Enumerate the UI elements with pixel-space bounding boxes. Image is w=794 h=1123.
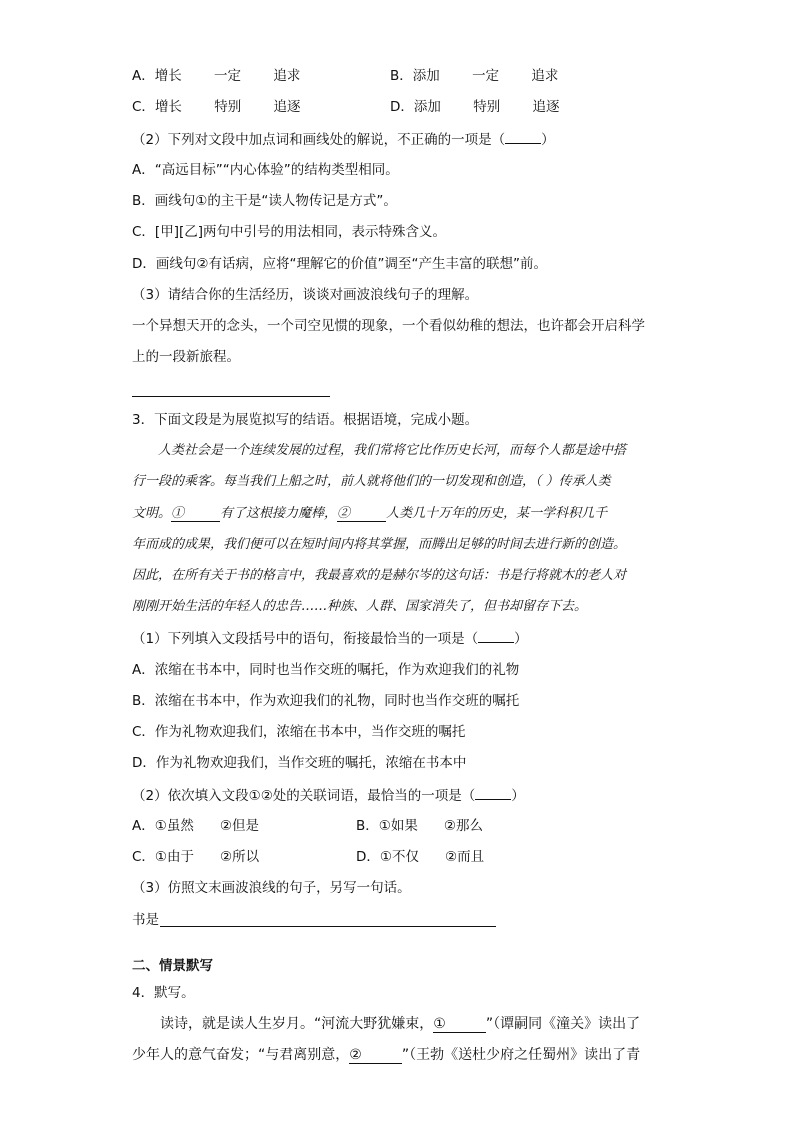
blank-2[interactable]: ② <box>349 1047 402 1064</box>
q2-sub2-stem: （2）下列对文段中加点词和画线处的解说，不正确的一项是（ ） <box>132 129 555 150</box>
q3-sub1-stem: （1）下列填入文段括号中的语句，衔接最恰当的一项是（ ） <box>132 628 528 649</box>
q3-sub1-option-c: C．作为礼物欢迎我们，浓缩在书本中，当作交班的嘱托 <box>132 724 466 740</box>
q3-passage-line2: 行一段的乘客。每当我们上船之时，前人就将他们的一切发现和创造，（ ）传承人类 <box>132 474 611 489</box>
q3-passage-line1: 人类社会是一个连续发展的过程，我们常将它比作历史长河，而每个人都是途中搭 <box>158 443 627 458</box>
q2-sub3-quote-line1: 一个异想天开的念头，一个司空见惯的现象，一个看似幼稚的想法，也许都会开启科学 <box>132 318 645 334</box>
q3-stem: 3．下面文段是为展览拟写的结语。根据语境，完成小题。 <box>132 412 479 428</box>
q3-sub2-option-a: A．①虽然 ②但是 <box>132 818 259 834</box>
answer-blank[interactable] <box>505 129 541 144</box>
blank-1[interactable]: ① <box>171 506 220 522</box>
q4-stem: 4．默写。 <box>132 985 195 1001</box>
option-row-b: B．添加 一定 追求 <box>390 68 559 84</box>
q3-sub2-stem: （2）依次填入文段①②处的关联词语，最恰当的一项是（ ） <box>132 785 525 806</box>
q4-paragraph-line2: 少年人的意气奋发；“与君离别意，② ”（王勃《送杜少府之任蜀州》读出了青 <box>132 1047 641 1063</box>
blank-1[interactable]: ① <box>433 1016 486 1033</box>
q2-sub2-option-a: A．“高远目标”“内心体验”的结构类型相同。 <box>132 162 399 178</box>
q3-passage-line5: 因此，在所有关于书的格言中，我最喜欢的是赫尔岑的这句话：书是行将就木的老人对 <box>132 568 627 583</box>
q3-sub2-option-b: B．①如果 ②那么 <box>356 818 483 834</box>
q2-sub3-stem: （3）请结合你的生活经历，谈谈对画波浪线句子的理解。 <box>132 287 479 303</box>
q3-passage-line4: 年而成的成果，我们便可以在短时间内将其掌握，而腾出足够的时间去进行新的创造。 <box>132 537 627 552</box>
q2-sub3-quote-line2: 上的一段新旅程。 <box>132 349 240 365</box>
blank-2[interactable]: ② <box>337 506 386 522</box>
section-title: 二、情景默写 <box>132 958 213 974</box>
option-row-a: A．增长 一定 追求 <box>132 68 301 84</box>
q3-sub1-option-b: B．浓缩在书本中，作为欢迎我们的礼物，同时也当作交班的嘱托 <box>132 693 520 709</box>
answer-line[interactable] <box>160 926 496 927</box>
q3-passage-line6: 刚刚开始生活的年轻人的忠告……种族、人群、国家消失了，但书却留存下去。 <box>132 599 588 614</box>
answer-blank[interactable] <box>478 628 514 643</box>
option-row-d: D．添加 特别 追逐 <box>390 99 560 115</box>
q3-sub3-stem: （3）仿照文末画波浪线的句子，另写一句话。 <box>132 880 411 896</box>
q3-sub2-option-c: C．①由于 ②所以 <box>132 849 260 865</box>
q3-sub1-option-a: A．浓缩在书本中，同时也当作交班的嘱托，作为欢迎我们的礼物 <box>132 662 520 678</box>
q3-sub1-option-d: D．作为礼物欢迎我们，当作交班的嘱托，浓缩在书本中 <box>132 755 467 771</box>
answer-blank[interactable] <box>475 785 511 800</box>
q4-paragraph-line1: 读诗，就是读人生岁月。“河流大野犹嫌束，① ”（谭嗣同《潼关》读出了 <box>160 1016 641 1032</box>
q3-passage-line3: 文明。① 有了这根接力魔棒，② 人类几十万年的历史，某一学科积几千 <box>132 506 608 521</box>
q3-sub3-answer: 书是 <box>132 912 159 928</box>
q2-sub2-option-b: B．画线句①的主干是“读人物传记是方式”。 <box>132 193 397 209</box>
q3-sub2-option-d: D．①不仅 ②而且 <box>356 849 485 865</box>
option-row-c: C．增长 特别 追逐 <box>132 99 301 115</box>
q2-sub2-option-c: C．[甲][乙]两句中引号的用法相同，表示特殊含义。 <box>132 224 446 240</box>
answer-line[interactable] <box>132 396 330 397</box>
q2-sub2-option-d: D．画线句②有话病，应将“理解它的价值”调至“产生丰富的联想”前。 <box>132 256 547 272</box>
